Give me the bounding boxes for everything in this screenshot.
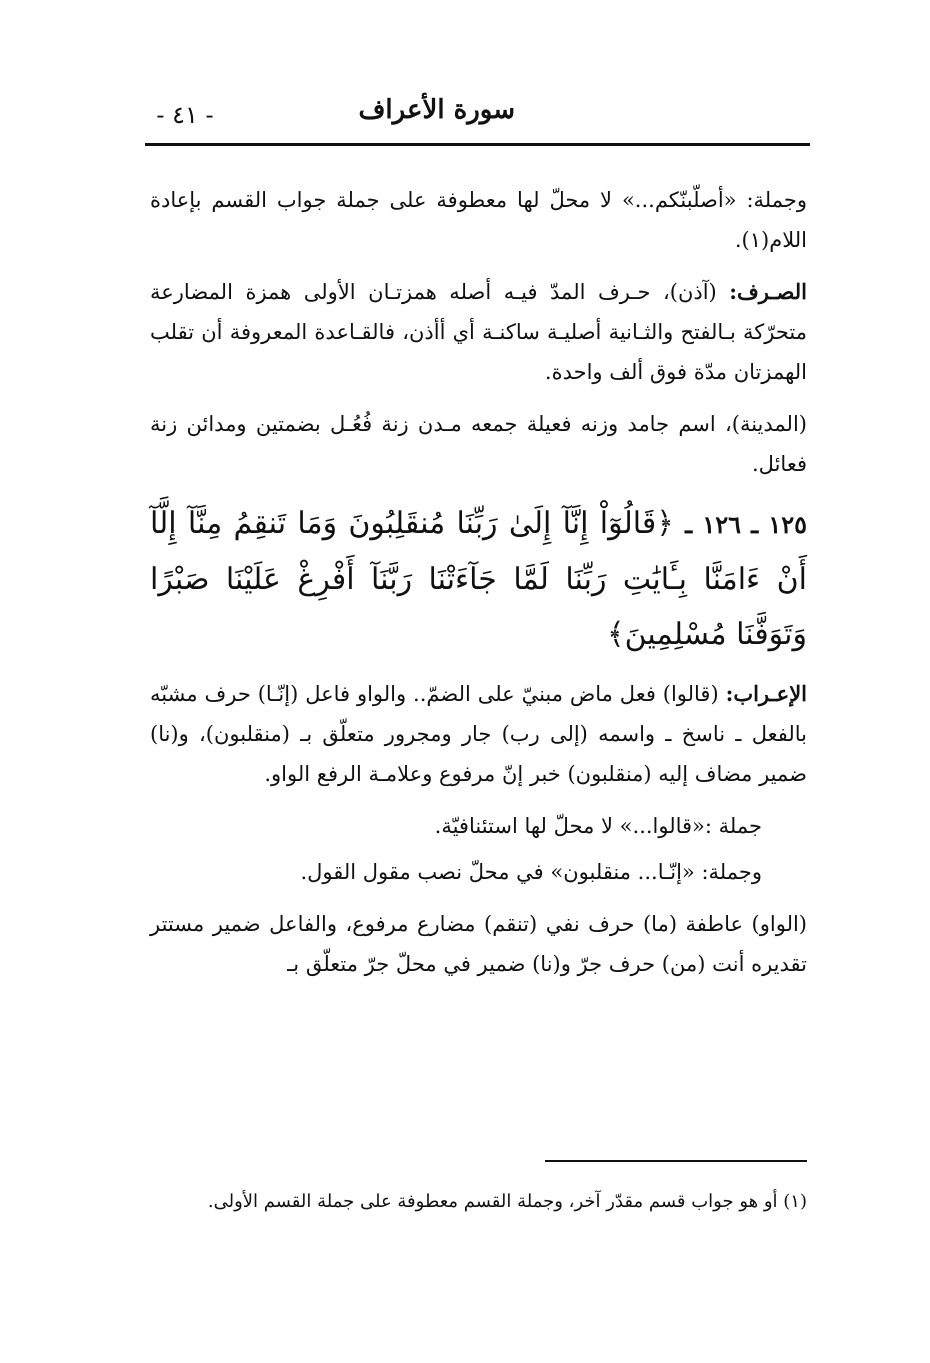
paragraph-sentence: وجملة: «أصلّبنّكم...» لا محلّ لها معطوفة على جملة جواب القسم بإعادة اللام(١). [150, 188, 807, 252]
footnote: (١) أو هو جواب قسم مقدّر آخر، وجملة القسم معطوفة على جملة القسم الأولى. [207, 1191, 807, 1212]
footnote-rule [545, 1160, 807, 1162]
paragraph-waw: (الواو) عاطفة (ما) حرف نفي (تنقم) مضارع مرفوع، والفاعل ضمير مستتر تقديره أنت (من) حرف جرّ و(نا) ضمير في محلّ جرّ متعلّق بـ [150, 912, 807, 976]
verse-number: ١٢٥ ـ ١٢٦ ـ [685, 510, 807, 539]
verse-text: ﴿قَالُوٓاْ إِنَّآ إِلَىٰ رَبِّنَا مُنقَلِبُونَ وَمَا تَنقِمُ مِنَّآ إِلَّآ أَنْ ءَامَنَّا بِـَٔايَٰتِ رَبِّنَا لَمَّا جَآءَتْنَا رَبَّنَآ أَفْرِغْ عَلَيْنَا صَبْرًا وَتَوَفَّنَا مُسْلِمِينَ﴾ [150, 506, 807, 652]
quran-verse [150, 496, 807, 662]
paragraph-parsing [150, 674, 807, 794]
paragraph-madina: (المدينة)، اسم جامد وزنه فعيلة جمعه مـدن زنة فُعُـل بضمتين ومدائن زنة فعائل. [150, 412, 807, 476]
parsing-label: الإعـراب: [725, 681, 807, 706]
page-header [145, 95, 810, 145]
page-number: - ٤١ - [156, 101, 214, 129]
paragraph-morphology [150, 272, 807, 392]
parsing-text: (قالوا) فعل ماض مبنيّ على الضمّ.. والواو فاعل (إنّـا) حرف مشبّه بالفعل ـ ناسخ ـ واسمه (إلى رب) جار ومجرور متعلّق بـ (منقلبون)، و(نا) ضمير مضاف إليه (منقلبون) خبر إنّ مرفوع وعلامـة الرفع الواو. [150, 682, 807, 786]
paragraph-qalu: جملة :«قالوا...» لا محلّ لها استئنافيّة. [434, 814, 762, 838]
morphology-label: الصـرف: [729, 279, 807, 304]
morphology-text: (آذن)، حـرف المدّ فيـه أصله همزتـان الأولى همزة المضارعة متحرّكة بـالفتح والثـانية أصليـة ساكنـة أي أأذن، فالقـاعدة المعروفة أن تقلب الهمزتان مدّة فوق ألف واحدة. [150, 280, 807, 384]
paragraph-inna: وجملة: «إنّـا... منقلبون» في محلّ نصب مقول القول. [300, 860, 762, 884]
header-rule [145, 143, 810, 146]
page-body [150, 180, 807, 996]
surah-title: سورة الأعراف [358, 95, 515, 125]
